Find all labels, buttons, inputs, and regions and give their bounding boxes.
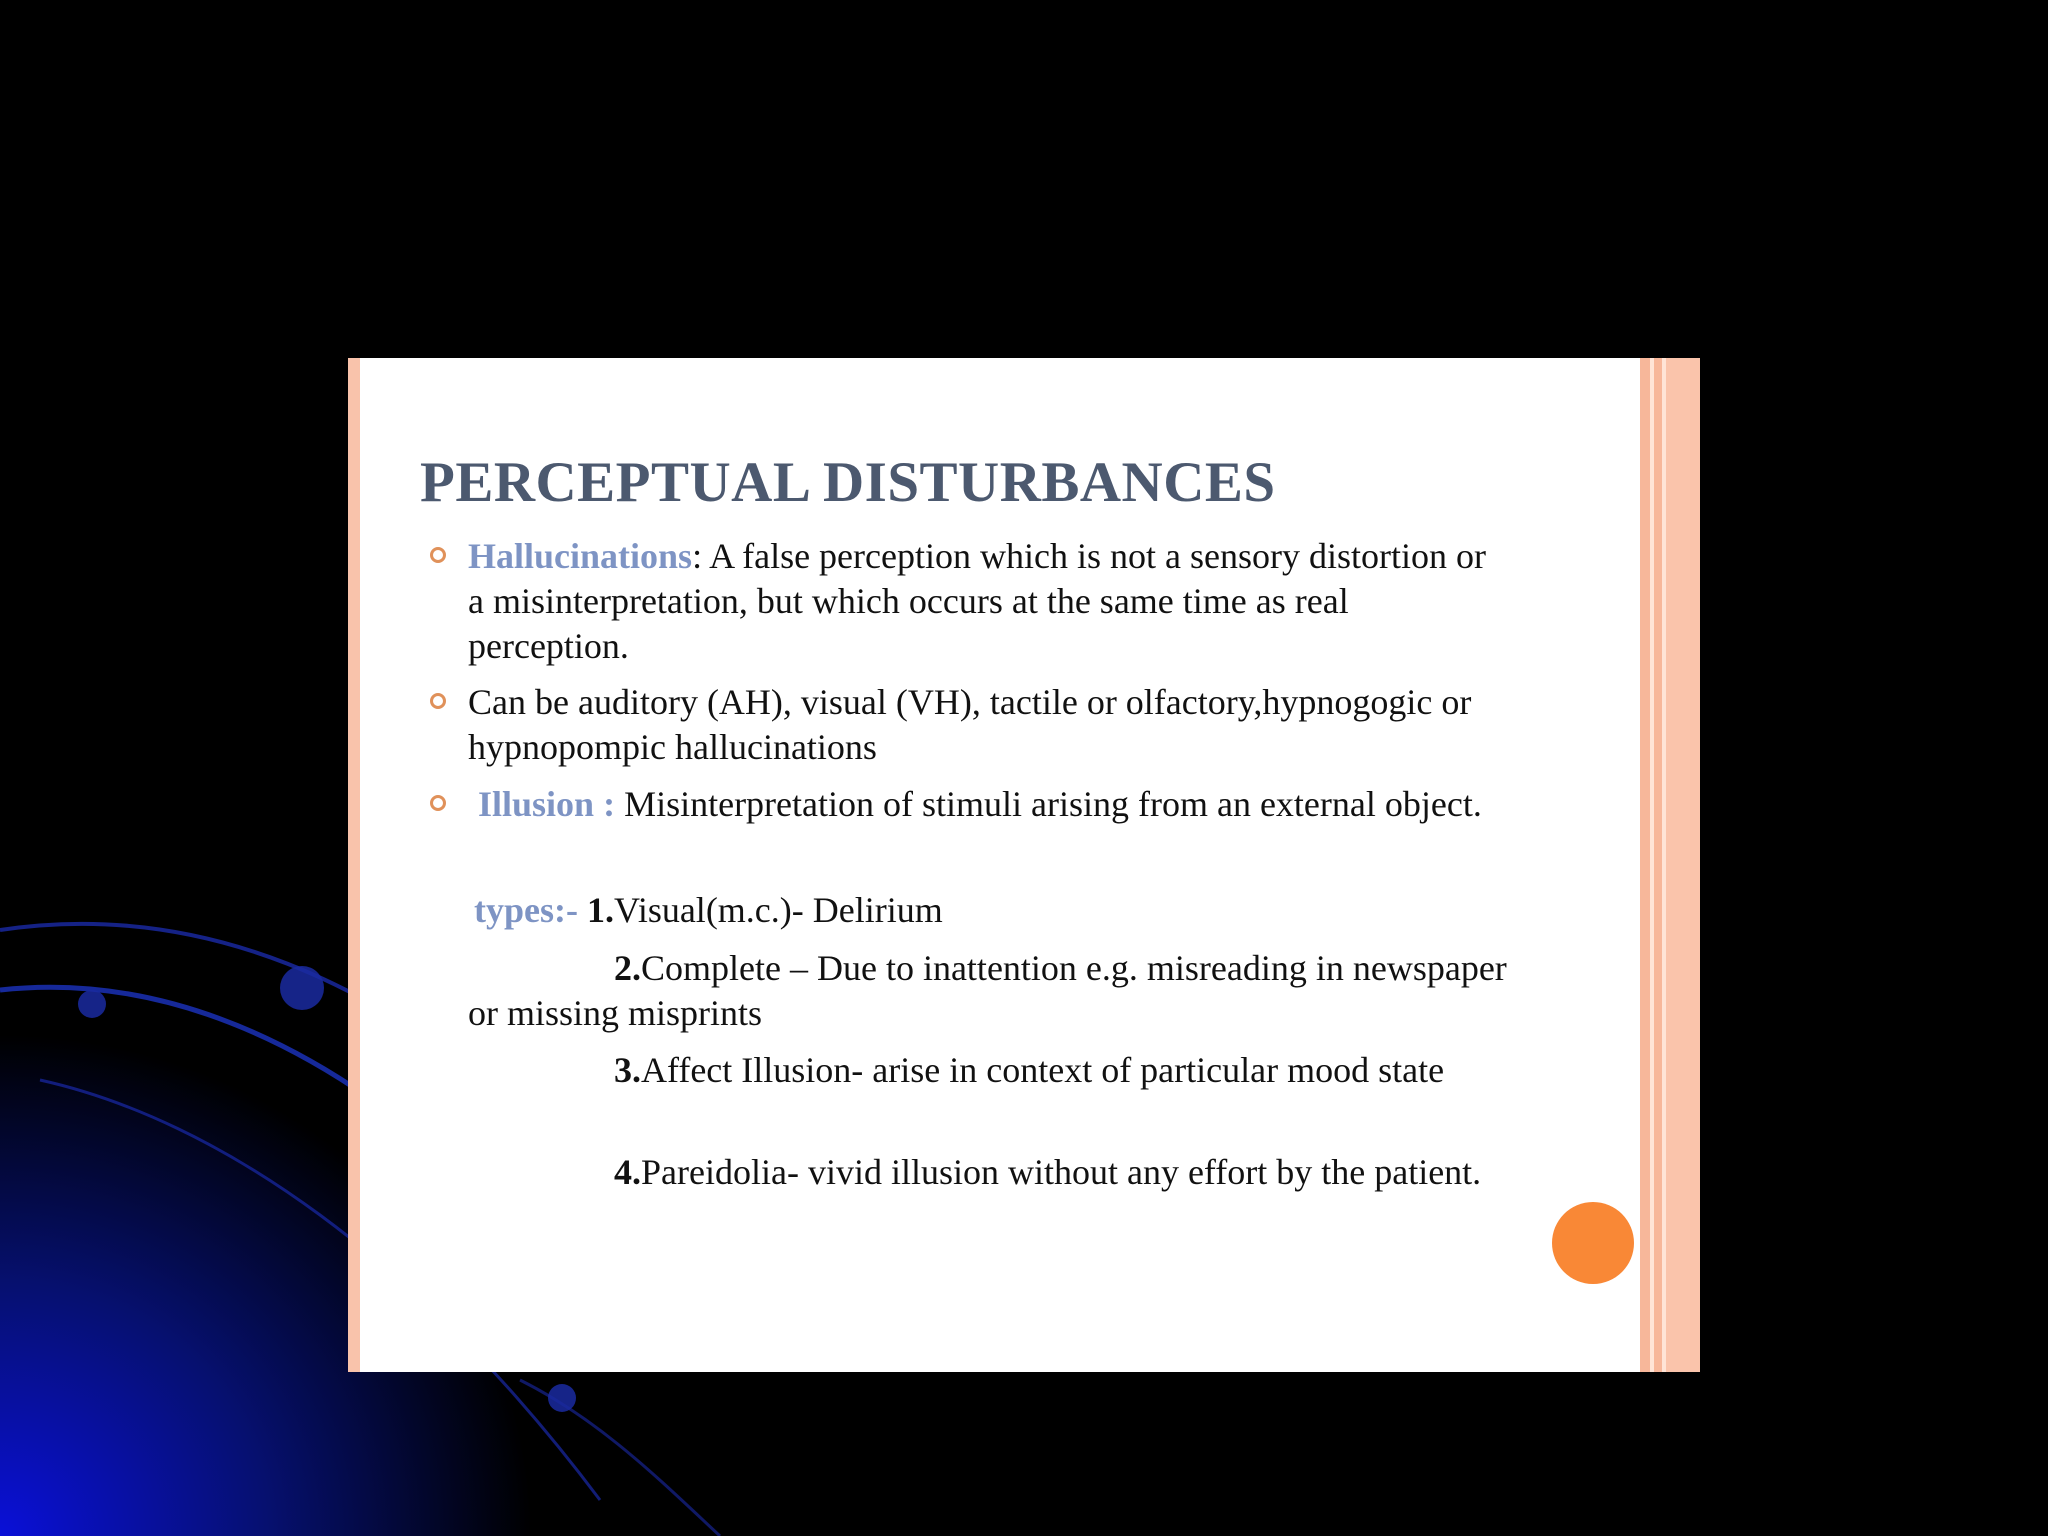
slide-right-border	[1640, 358, 1700, 1372]
type-number: 2.	[614, 948, 641, 988]
bullet-circle-icon	[430, 693, 446, 709]
bullet-illusion	[468, 782, 1508, 827]
bullet-hallucinations	[468, 534, 1508, 669]
orange-accent-dot	[1552, 1202, 1634, 1284]
types-label: types:-	[474, 890, 578, 930]
type-number: 4.	[614, 1152, 641, 1192]
type-text: Affect Illusion- arise in context of particular mood state	[641, 1050, 1445, 1090]
type-text: Visual(m.c.)- Delirium	[613, 890, 943, 930]
types-line-3	[468, 1048, 1508, 1093]
types-line-4	[468, 1150, 1508, 1195]
type-number: 1.	[586, 890, 614, 930]
bullet-types-of-hallucination	[468, 680, 1508, 770]
slide-title: PERCEPTUAL DISTURBANCES	[420, 451, 1276, 514]
term-hallucinations: Hallucinations	[468, 536, 693, 576]
type-number: 3.	[614, 1050, 641, 1090]
bullet-text: Can be auditory (AH), visual (VH), tactile or olfactory,hypnogogic or hypnopompic hallucinations	[468, 682, 1472, 767]
bullet-text: Misinterpretation of stimuli arising from an external object.	[615, 784, 1482, 824]
type-text: Pareidolia- vivid illusion without any effort by the patient.	[641, 1152, 1482, 1192]
slide	[348, 358, 1700, 1372]
types-line-1	[474, 888, 1514, 933]
bullet-circle-icon	[430, 795, 446, 811]
types-line-2	[468, 946, 1508, 1036]
term-illusion: Illusion :	[478, 784, 616, 824]
term-separator: :	[692, 536, 703, 576]
bullet-circle-icon	[430, 547, 446, 563]
type-text: Complete – Due to inattention e.g. misreading in newspaper or missing misprints	[468, 948, 1507, 1033]
bullet-text: A false perception which is not a sensory distortion or a misinterpretation, but which occurs at the same time as real perception.	[468, 536, 1486, 666]
slide-left-border	[348, 358, 360, 1372]
